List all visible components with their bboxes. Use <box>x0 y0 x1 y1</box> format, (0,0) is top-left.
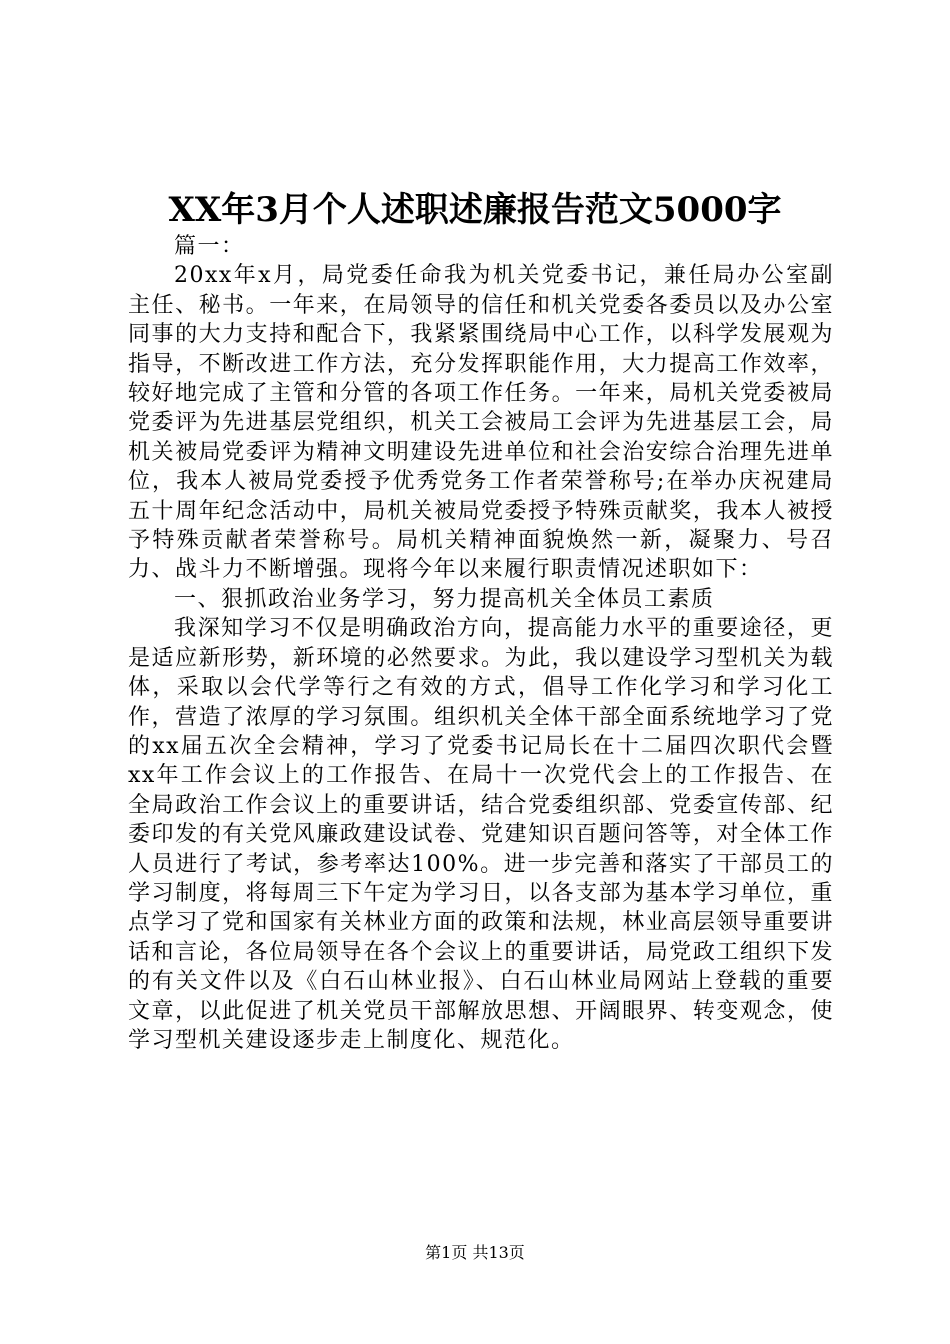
document-body <box>128 232 834 1055</box>
document-title: XX年3月个人述职述廉报告范文5000字 <box>168 190 782 230</box>
body-paragraph: 20xx年x月，局党委任命我为机关党委书记，兼任局办公室副主任、秘书。一年来，在局领导的信任和机关党委各委员以及办公室同事的大力支持和配合下，我紧紧围绕局中心工作，以科学发展观为指导，不断改进工作方法，充分发挥职能作用，大力提高工作效率，较好地完成了主管和分管的各项工作任务。一年来，局机关党委被局党委评为先进基层党组织，机关工会被局工会评为先进基层工会，局机关被局党委评为精神文明建设先进单位和社会治安综合治理先进单位，我本人被局党委授予优秀党务工作者荣誉称号;在举办庆祝建局五十周年纪念活动中，局机关被局党委授予特殊贡献奖，我本人被授予特殊贡献者荣誉称号。局机关精神面貌焕然一新，凝聚力、号召力、战斗力不断增强。现将今年以来履行职责情况述职如下： <box>128 263 834 583</box>
section-heading: 一、狠抓政治业务学习，努力提高机关全体员工素质 <box>174 586 715 612</box>
page-footer: 第1页 共13页 <box>425 1243 525 1262</box>
body-paragraph: 我深知学习不仅是明确政治方向，提高能力水平的重要途径，更是适应新形势，新环境的必然要求。为此，我以建设学习型机关为载体，采取以会代学等行之有效的方式，倡导工作化学习和学习化工作，营造了浓厚的学习氛围。组织机关全体干部全面系统地学习了党的xx届五次全会精神，学习了党委书记局长在十二届四次职代会暨xx年工作会议上的工作报告、在局十一次党代会上的工作报告、在全局政治工作会议上的重要讲话，结合党委组织部、党委宣传部、纪委印发的有关党风廉政建设试卷、党建知识百题问答等，对全体工作人员进行了考试，参考率达100%。进一步完善和落实了干部员工的学习制度，将每周三下午定为学习日，以各支部为基本学习单位，重点学习了党和国家有关林业方面的政策和法规，林业高层领导重要讲话和言论，各位局领导在各个会议上的重要讲话，局党政工组织下发的有关文件以及《白石山林业报》、白石山林业局网站上登载的重要文章，以此促进了机关党员干部解放思想、开阔眼界、转变观念，使学习型机关建设逐步走上制度化、规范化。 <box>128 616 834 1053</box>
section-label: 篇一： <box>174 234 245 259</box>
